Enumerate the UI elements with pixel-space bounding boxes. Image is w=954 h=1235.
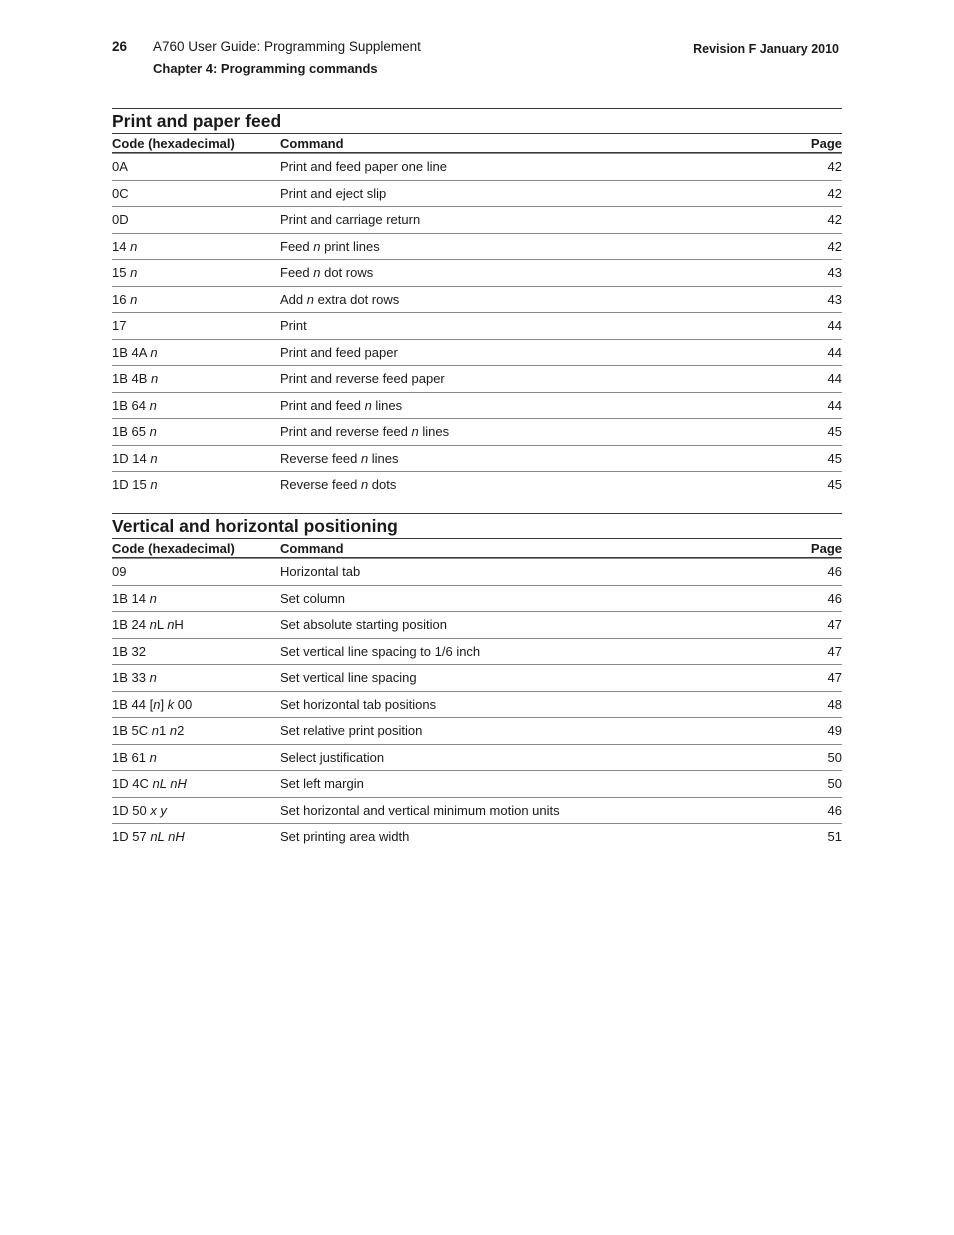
table-row: [112, 611, 842, 638]
cell-page: 46: [827, 590, 842, 606]
table-row: [112, 717, 842, 744]
section-vertical-and-horizontal-positioning: [112, 513, 842, 850]
cell-page: 47: [827, 670, 842, 686]
table-row: [112, 365, 842, 392]
page-header: [112, 38, 840, 82]
cell-command: Feed n dot rows: [280, 265, 374, 281]
cell-command: Print and eject slip: [280, 185, 387, 201]
cell-command: Feed n print lines: [280, 238, 380, 254]
cell-command: Set horizontal tab positions: [280, 696, 437, 712]
cell-code: 1B 44 [n] k 00: [112, 696, 193, 712]
column-header-code: Code (hexadecimal): [112, 135, 235, 151]
table-row: [112, 233, 842, 260]
cell-code: 1B 5C n1 n2: [112, 723, 185, 739]
cell-page: 43: [827, 265, 842, 281]
cell-command: Set relative print position: [280, 723, 423, 739]
page-number: 26: [112, 39, 128, 54]
column-header-command: Command: [280, 135, 344, 151]
cell-command: Print and feed paper one line: [280, 159, 447, 175]
cell-page: 48: [827, 696, 842, 712]
table-row: [112, 770, 842, 797]
cell-page: 46: [827, 564, 842, 580]
table-row: [112, 312, 842, 339]
cell-command: Add n extra dot rows: [280, 291, 400, 307]
cell-command: Set absolute starting position: [280, 617, 447, 633]
cell-command: Reverse feed n dots: [280, 477, 397, 493]
cell-code: 1B 33 n: [112, 670, 157, 686]
table-row: [112, 471, 842, 498]
table-body: [112, 558, 842, 850]
cell-code: 1D 14 n: [112, 450, 158, 466]
cell-command: Print and feed n lines: [280, 397, 403, 413]
cell-page: 42: [827, 238, 842, 254]
table-row: [112, 664, 842, 691]
cell-command: Print and feed paper: [280, 344, 398, 360]
cell-code: 1D 4C nL nH: [112, 776, 187, 792]
cell-command: Set printing area width: [280, 829, 410, 845]
table-body: [112, 153, 842, 498]
cell-page: 47: [827, 617, 842, 633]
table-header: [112, 133, 842, 153]
table-row: [112, 180, 842, 207]
document-title: A760 User Guide: Programming Supplement: [153, 39, 421, 54]
cell-page: 43: [827, 291, 842, 307]
table-row: [112, 638, 842, 665]
cell-command: Print and reverse feed paper: [280, 371, 445, 387]
column-header-code: Code (hexadecimal): [112, 540, 235, 556]
cell-code: 0C: [112, 185, 129, 201]
table-row: [112, 259, 842, 286]
cell-page: 50: [827, 749, 842, 765]
cell-page: 44: [827, 318, 842, 334]
cell-code: 09: [112, 564, 127, 580]
cell-code: 0D: [112, 212, 129, 228]
section-title: Vertical and horizontal positioning: [112, 513, 842, 538]
cell-code: 1B 61 n: [112, 749, 157, 765]
cell-command: Set horizontal and vertical minimum motion units: [280, 802, 560, 818]
chapter-title: Chapter 4: Programming commands: [153, 61, 378, 76]
table-row: [112, 286, 842, 313]
cell-page: 45: [827, 424, 842, 440]
cell-page: 46: [827, 802, 842, 818]
cell-code: 15 n: [112, 265, 138, 281]
cell-code: 1B 4A n: [112, 344, 158, 360]
table-row: [112, 392, 842, 419]
cell-page: 44: [827, 397, 842, 413]
cell-code: 1B 32: [112, 643, 146, 659]
cell-code: 0A: [112, 159, 128, 175]
table-header: [112, 538, 842, 558]
section-print-and-paper-feed: [112, 108, 842, 498]
table-row: [112, 206, 842, 233]
cell-page: 47: [827, 643, 842, 659]
cell-code: 1B 14 n: [112, 590, 157, 606]
cell-code: 1B 24 nL nH: [112, 617, 184, 633]
cell-command: Set vertical line spacing to 1/6 inch: [280, 643, 481, 659]
table-row: [112, 558, 842, 585]
table-row: [112, 418, 842, 445]
cell-code: 1D 50 x y: [112, 802, 167, 818]
cell-command: Print: [280, 318, 307, 334]
cell-page: 42: [827, 185, 842, 201]
cell-code: 14 n: [112, 238, 138, 254]
cell-command: Print and carriage return: [280, 212, 421, 228]
cell-page: 49: [827, 723, 842, 739]
cell-command: Set column: [280, 590, 346, 606]
column-header-page: Page: [810, 540, 842, 556]
table-row: [112, 445, 842, 472]
cell-code: 1B 4B n: [112, 371, 159, 387]
section-title: Print and paper feed: [112, 108, 842, 133]
cell-page: 42: [827, 159, 842, 175]
cell-code: 1D 57 nL nH: [112, 829, 185, 845]
cell-code: 17: [112, 318, 127, 334]
cell-code: 1D 15 n: [112, 477, 158, 493]
cell-command: Set vertical line spacing: [280, 670, 417, 686]
table-row: [112, 585, 842, 612]
cell-page: 44: [827, 371, 842, 387]
cell-code: 1B 64 n: [112, 397, 157, 413]
cell-command: Set left margin: [280, 776, 364, 792]
table-row: [112, 744, 842, 771]
cell-command: Reverse feed n lines: [280, 450, 399, 466]
revision-label: Revision F January 2010: [693, 42, 839, 56]
cell-page: 51: [827, 829, 842, 845]
cell-page: 44: [827, 344, 842, 360]
cell-page: 42: [827, 212, 842, 228]
cell-command: Print and reverse feed n lines: [280, 424, 450, 440]
table-row: [112, 153, 842, 180]
cell-command: Select justification: [280, 749, 385, 765]
column-header-command: Command: [280, 540, 344, 556]
cell-code: 16 n: [112, 291, 138, 307]
cell-code: 1B 65 n: [112, 424, 157, 440]
column-header-page: Page: [810, 135, 842, 151]
cell-page: 50: [827, 776, 842, 792]
cell-command: Horizontal tab: [280, 564, 361, 580]
cell-page: 45: [827, 477, 842, 493]
table-row: [112, 797, 842, 824]
cell-page: 45: [827, 450, 842, 466]
table-row: [112, 691, 842, 718]
table-row: [112, 823, 842, 850]
table-row: [112, 339, 842, 366]
